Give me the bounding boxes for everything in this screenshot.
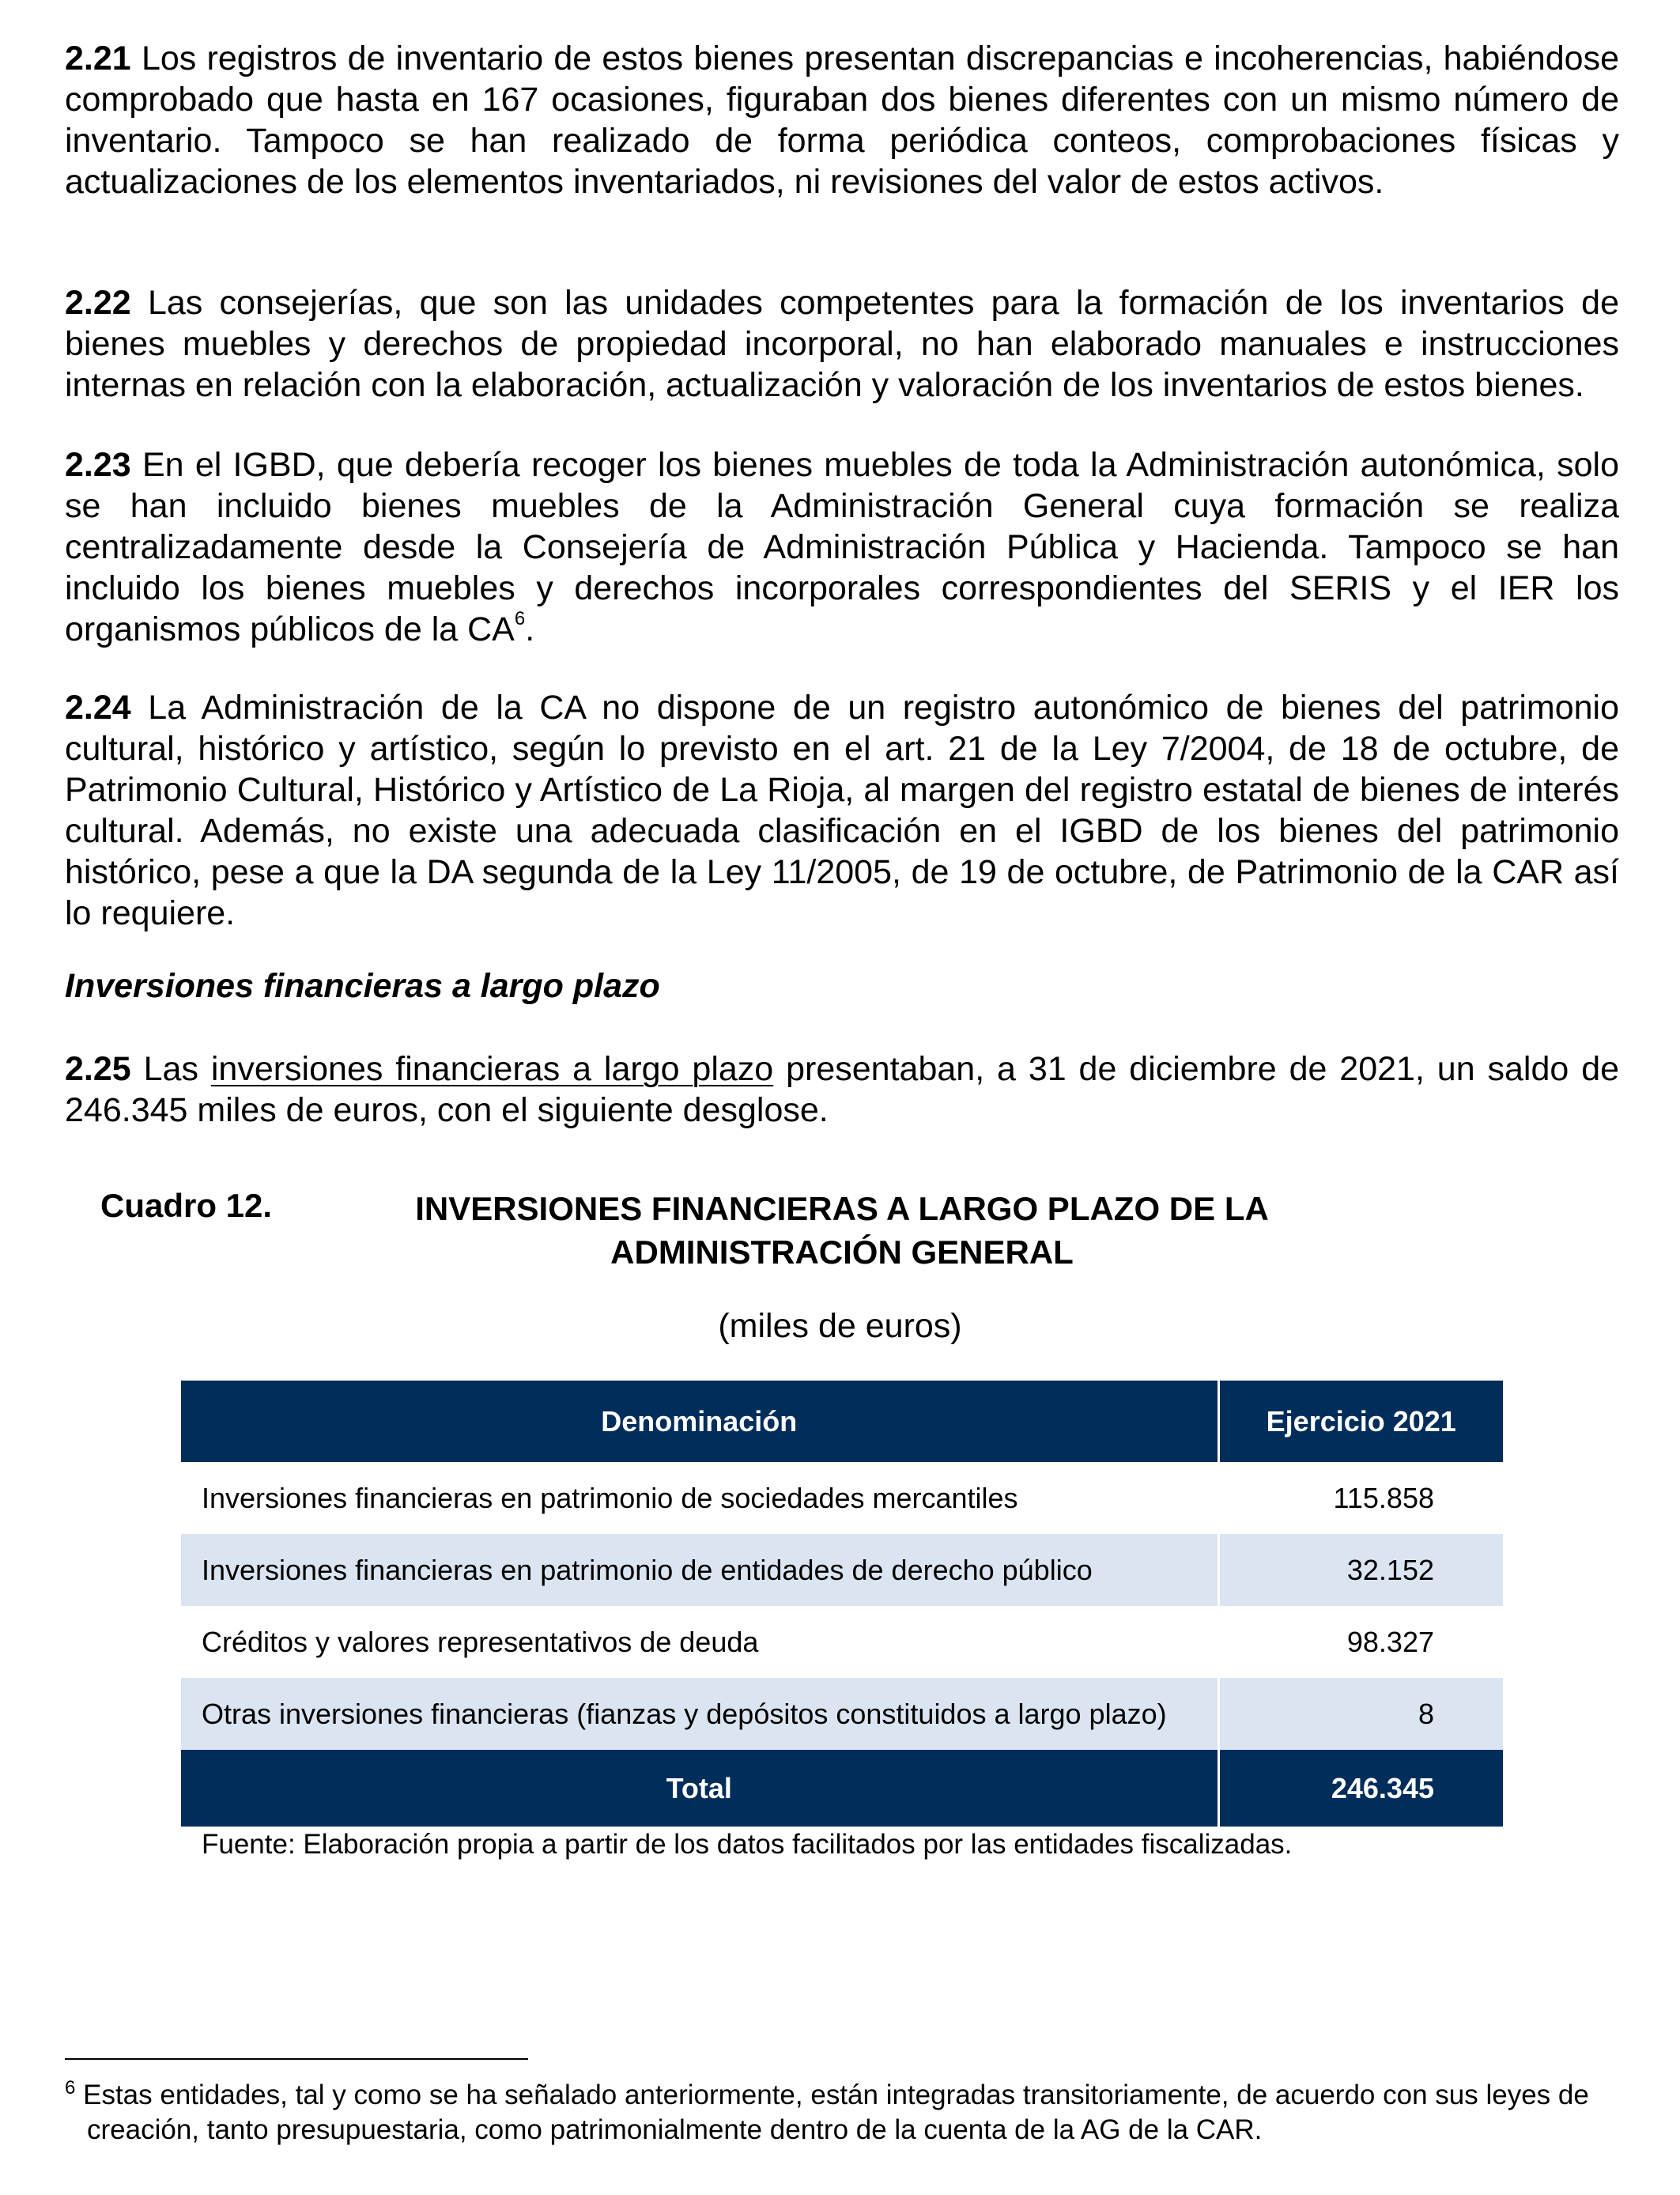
paragraph-text-after: presentaban, a 31 de diciembre de 2021, un saldo de 246.345 miles de euros, con el siguiente desglose. [65, 1050, 1620, 1129]
table-units: (miles de euros) [718, 1307, 962, 1345]
footnote-reference[interactable]: 6 [514, 608, 526, 629]
paragraph-text: La Administración de la CA no dispone de un registro autonómico de bienes del patrimonio cultural, histórico y artístico, según lo previsto en el art. 21 de la Ley 7/2004, de 18 de octubre, de Patrimonio Cultural, Histórico y Artístico de La Rioja, al margen del registro estatal de bienes de interés cultural. Además, no existe una adecuada clasificación en el IGBD de los bienes del patrimonio histórico, pese a que la DA segunda de la Ley 11/2005, de 19 de octubre, de Patrimonio de la CAR así lo requiere. [65, 689, 1620, 932]
paragraph-number: 2.25 [65, 1050, 131, 1088]
row-value: 32.152 [1218, 1534, 1503, 1606]
paragraph-number: 2.24 [65, 689, 131, 727]
investments-table [181, 1381, 1503, 1827]
header-denominacion: Denominación [181, 1381, 1218, 1462]
table-caption-label: Cuadro 12. [100, 1187, 273, 1224]
row-label: Créditos y valores representativos de deuda [202, 1625, 759, 1658]
row-value: 98.327 [1346, 1625, 1434, 1658]
footnote-mark: 6 [65, 2077, 76, 2099]
paragraph-number: 2.21 [65, 40, 131, 77]
paragraph-2-22 [65, 282, 1619, 406]
total-value: 246.345 [1218, 1750, 1503, 1827]
table-row [181, 1462, 1503, 1534]
paragraph-text: Los registros de inventario de estos bienes presentan discrepancias e incoherencias, habiéndose comprobado que hasta en 167 ocasiones, figuraban dos bienes diferentes con un mismo número de inventario. Tampoco se han realizado de forma periódica conteos, comprobaciones físicas y actualizaciones de los elementos inventariados, ni revisiones del valor de estos activos. [65, 40, 1619, 201]
footnote [65, 2078, 1619, 2148]
paragraph-number: 2.22 [65, 284, 131, 322]
paragraph-number: 2.23 [65, 446, 131, 484]
row-label: Otras inversiones financieras (fianzas y depósitos constituidos a largo plazo) [181, 1678, 1218, 1750]
row-label: Inversiones financieras en patrimonio de entidades de derecho público [181, 1534, 1218, 1606]
total-label: Total [181, 1750, 1218, 1827]
row-value: 8 [1218, 1678, 1503, 1750]
paragraph-text-before: Las [143, 1050, 198, 1088]
table-row [181, 1678, 1503, 1750]
paragraph-text: En el IGBD, que debería recoger los bienes muebles de toda la Administración autonómica, solo se han incluido bienes muebles de la Administración General cuya formación se realiza centralizadamente desde la Consejería de Administración Pública y Hacienda. Tampoco se han incluido los bienes muebles y derechos incorporales correspondientes del SERIS y el IER los organismos públicos de la CA [65, 446, 1620, 648]
table-caption-title: INVERSIONES FINANCIERAS A LARGO PLAZO DE LA ADMINISTRACIÓN GENERAL [415, 1190, 1269, 1271]
table-row [181, 1606, 1503, 1678]
row-value: 115.858 [1333, 1481, 1434, 1514]
footnote-text: Estas entidades, tal y como se ha señalado anteriormente, están integradas transitoriamente, de acuerdo con sus leyes de creación, tanto presupuestaria, como patrimonialmente dentro de la cuenta de la AG de la CAR. [83, 2080, 1589, 2145]
paragraph-end: . [525, 610, 535, 648]
table-source: Fuente: Elaboración propia a partir de los datos facilitados por las entidades fiscalizadas. [202, 1829, 1293, 1860]
paragraph-text: Las consejerías, que son las unidades competentes para la formación de los inventarios de bienes muebles y derechos de propiedad incorporal, no han elaborado manuales e instrucciones internas en relación con la elaboración, actualización y valoración de los inventarios de estos bienes. [65, 284, 1619, 404]
section-title: Inversiones financieras a largo plazo [65, 967, 660, 1005]
paragraph-2-24 [65, 687, 1619, 934]
header-ejercicio: Ejercicio 2021 [1218, 1381, 1503, 1462]
paragraph-2-21 [65, 38, 1619, 202]
paragraph-2-25 [65, 1048, 1619, 1131]
table-row [181, 1534, 1503, 1606]
table-total-row [181, 1750, 1503, 1827]
table-header-row [181, 1381, 1503, 1462]
underlined-term: inversiones financieras a largo plazo [210, 1050, 774, 1088]
paragraph-2-23 [65, 444, 1619, 650]
footnote-divider [65, 2058, 528, 2060]
row-label: Inversiones financieras en patrimonio de sociedades mercantiles [202, 1481, 1018, 1514]
